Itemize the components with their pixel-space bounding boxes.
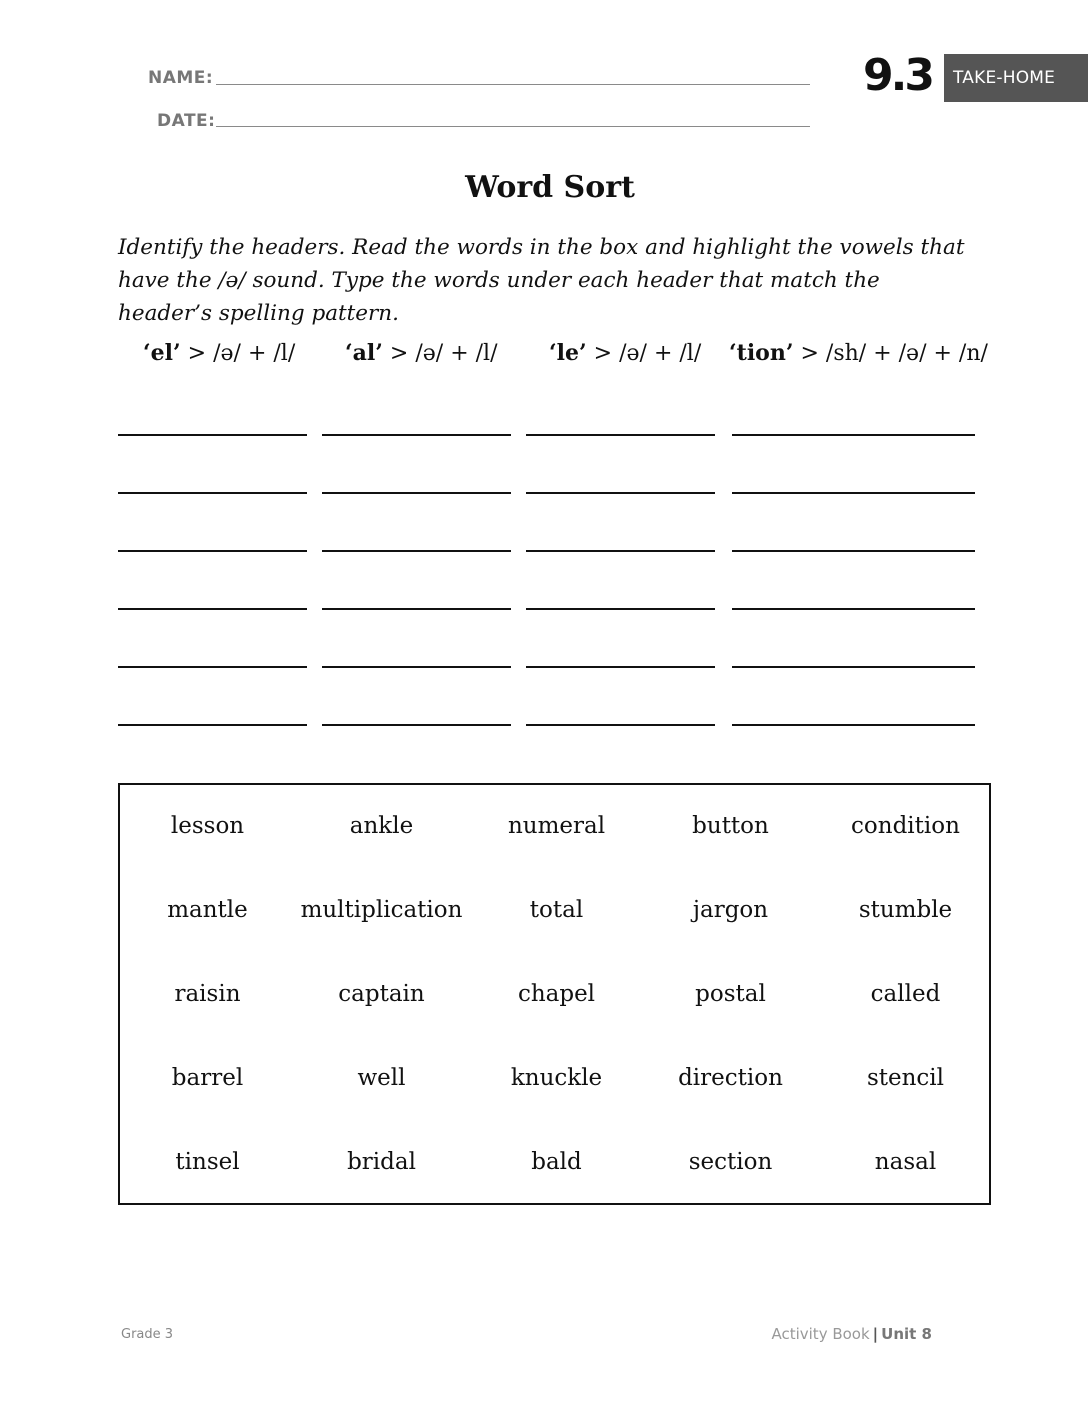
column-header-al-sound: > /ə/ + /l/ [382,341,498,366]
word-bank-word[interactable]: mantle [167,897,248,923]
answer-line-al[interactable] [322,550,511,552]
answer-line-al[interactable] [322,434,511,436]
word-bank-word[interactable]: ankle [349,813,414,839]
answer-line-al[interactable] [322,666,511,668]
grade-label: Grade 3 [121,1327,174,1342]
column-header-tion [729,340,988,366]
word-bank-word[interactable]: stencil [866,1065,945,1091]
word-bank-word[interactable]: nasal [874,1149,937,1175]
word-bank-word[interactable]: postal [695,981,766,1007]
word-bank-word[interactable]: chapel [517,981,596,1007]
column-header-el-pattern: ‘el’ [143,340,181,366]
word-bank-word[interactable]: multiplication [300,897,463,923]
answer-line-tion[interactable] [732,550,975,552]
column-header-le-pattern: ‘le’ [549,340,587,366]
lesson-number: 9.3 [863,50,932,101]
answer-line-el[interactable] [118,724,307,726]
answer-line-el[interactable] [118,492,307,494]
answer-line-le[interactable] [526,434,715,436]
date-field[interactable] [216,126,810,127]
page-title: Word Sort [465,170,635,205]
word-bank-word[interactable]: bald [531,1149,582,1175]
answer-line-al[interactable] [322,608,511,610]
word-bank-word[interactable]: barrel [171,1065,244,1091]
answer-line-el[interactable] [118,608,307,610]
column-header-tion-pattern: ‘tion’ [729,340,794,366]
word-bank-word[interactable]: condition [851,813,960,839]
word-bank-word[interactable]: stumble [858,897,953,923]
answer-line-le[interactable] [526,608,715,610]
word-bank-word[interactable]: section [688,1149,773,1175]
column-header-al-pattern: ‘al’ [345,340,383,366]
take-home-tag: TAKE-HOME [944,54,1088,102]
answer-line-tion[interactable] [732,666,975,668]
column-header-al [345,340,497,366]
word-bank-word[interactable]: called [870,981,941,1007]
word-bank-word[interactable]: direction [678,1065,783,1091]
word-bank-word[interactable]: captain [338,981,425,1007]
word-bank-word[interactable]: jargon [692,897,769,923]
word-bank-word[interactable]: button [692,813,769,839]
book-title: Activity Book [771,1325,870,1343]
column-header-tion-sound: > /sh/ + /ə/ + /n/ [793,341,988,366]
word-bank-word[interactable]: raisin [174,981,241,1007]
answer-line-tion[interactable] [732,608,975,610]
footer-separator: | [872,1325,879,1343]
answer-line-le[interactable] [526,550,715,552]
answer-line-el[interactable] [118,434,307,436]
answer-line-el[interactable] [118,550,307,552]
column-header-le [549,340,701,366]
answer-line-le[interactable] [526,666,715,668]
word-bank-word[interactable]: total [529,897,584,923]
answer-line-al[interactable] [322,492,511,494]
column-header-el-sound: > /ə/ + /l/ [180,341,296,366]
name-field[interactable] [216,84,810,85]
word-bank [118,783,991,1205]
answer-line-le[interactable] [526,724,715,726]
answer-line-le[interactable] [526,492,715,494]
column-header-el [143,340,295,366]
answer-line-al[interactable] [322,724,511,726]
column-header-le-sound: > /ə/ + /l/ [586,341,702,366]
word-bank-word[interactable]: bridal [347,1149,416,1175]
word-bank-word[interactable]: numeral [507,813,606,839]
name-label: NAME: [148,68,214,88]
answer-line-tion[interactable] [732,724,975,726]
instructions: Identify the headers. Read the words in the box and highlight the vowels that have the /ə/ sound. Type the words under each header that match the header’s spelling pattern. [118,235,965,326]
column-headers [0,340,1088,376]
answer-line-el[interactable] [118,666,307,668]
date-label: DATE: [157,111,216,131]
word-bank-word[interactable]: lesson [170,813,245,839]
word-bank-word[interactable]: tinsel [175,1149,240,1175]
unit-label: Unit 8 [881,1325,932,1343]
answer-line-tion[interactable] [732,434,975,436]
answer-line-tion[interactable] [732,492,975,494]
book-unit-label [771,1325,932,1343]
word-bank-word[interactable]: well [357,1065,406,1091]
word-bank-word[interactable]: knuckle [510,1065,603,1091]
